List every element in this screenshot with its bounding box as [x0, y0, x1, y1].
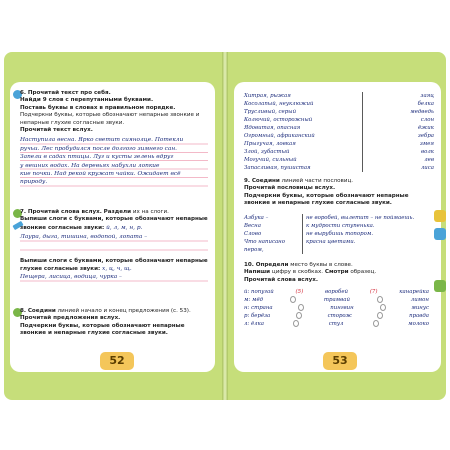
- task-bold: Смотри: [324, 269, 349, 276]
- book-spine: [222, 52, 228, 400]
- proverb-start: Весна: [244, 223, 261, 229]
- adjective: Хитрая, рыжая: [244, 93, 291, 99]
- word: пингвин: [330, 305, 354, 311]
- column-divider: [362, 92, 363, 172]
- proverb-starts: [244, 214, 300, 254]
- animal: лиса: [420, 165, 434, 171]
- answer-oval[interactable]: [290, 296, 296, 303]
- animal: ёжик: [417, 125, 434, 131]
- animal: змея: [419, 141, 434, 147]
- word: канарейка: [399, 289, 429, 295]
- word: лимон: [410, 297, 429, 303]
- adjectives-column: [244, 92, 359, 172]
- word: молоко: [408, 321, 429, 327]
- animals-column: [384, 92, 434, 172]
- task-text: линией начало и конец предложения (с. 53).: [57, 308, 191, 314]
- word: н: страна: [244, 305, 273, 311]
- hand-line: Наступила весна. Ярко светит сиянолце. Потекли: [20, 137, 184, 144]
- proverb-start: Слово: [244, 231, 262, 237]
- task-text: образец.: [350, 269, 377, 276]
- task-title: Соедини: [27, 308, 56, 314]
- table-row: [244, 312, 429, 320]
- answer: (5): [295, 289, 304, 295]
- proverb-divider: [302, 214, 303, 254]
- task-line: Прочитай предложения вслух.: [20, 315, 121, 322]
- task-line: Подчеркни буквы, которые обозначают непарные звонкие и непарные глухие согласные звуки.: [20, 112, 200, 126]
- adjective: Косолапый, неуклюжий: [244, 101, 314, 107]
- word: сторож: [327, 313, 352, 319]
- word: л: ёлка: [244, 321, 265, 327]
- answer: (7): [369, 289, 378, 295]
- animal: слон: [420, 117, 434, 123]
- proverb-start: пером,: [244, 247, 264, 253]
- animal: заяц: [420, 93, 434, 99]
- letter-position-table: [244, 288, 429, 328]
- answer-oval[interactable]: [296, 312, 302, 319]
- task-title: Прочитай текст про себя.: [27, 90, 111, 96]
- proverb-end: не вырубишь топором.: [306, 231, 374, 237]
- animal: лев: [424, 157, 434, 163]
- animal: волк: [420, 149, 434, 155]
- answer-oval[interactable]: [380, 304, 386, 311]
- task-text: цифру в скобках.: [271, 269, 324, 276]
- adjective: Могучий, сильный: [244, 157, 297, 163]
- task-10: [244, 262, 432, 284]
- adjective: Прыгучая, ловкая: [244, 141, 296, 147]
- task-6: [20, 90, 208, 187]
- task-9: [244, 178, 432, 208]
- animal: белка: [417, 101, 434, 107]
- task-line: Подчеркни буквы, которые обозначают непарные звонкие и непарные глухие согласные звуки.: [20, 322, 185, 337]
- adjective: Огромный, африканский: [244, 133, 315, 139]
- answer-oval[interactable]: [293, 320, 299, 327]
- task-number: 10.: [244, 262, 254, 268]
- adjective: Злой, зубастый: [244, 149, 290, 155]
- task-text: место буквы в слове.: [290, 262, 353, 268]
- word: правда: [409, 313, 429, 319]
- table-row: [244, 304, 429, 312]
- task-8: [20, 308, 208, 338]
- hand-line: природу.: [20, 179, 48, 186]
- handwritten-words: Лаура, дыга, тишина, водопой, лопата –: [20, 233, 208, 241]
- page-number-right: 53: [323, 352, 357, 370]
- word: м: мёд: [244, 297, 264, 303]
- task-title: Прочитай слова вслух.: [27, 209, 102, 215]
- letters: й, л, м, н, р.: [106, 224, 143, 231]
- answer-oval[interactable]: [373, 320, 379, 327]
- task-bold: Напиши: [244, 269, 271, 276]
- page-52: [10, 82, 215, 372]
- proverb-ends: [306, 214, 431, 246]
- task-title: Соедини: [251, 178, 280, 184]
- task-text: линией части пословиц.: [281, 178, 354, 184]
- word: воробей: [324, 289, 349, 295]
- book-icon: [434, 280, 446, 292]
- word: минус: [411, 305, 429, 311]
- answer-oval[interactable]: [377, 312, 383, 319]
- letters: х, ц, ч, щ.: [102, 266, 132, 273]
- table-row: [244, 288, 429, 296]
- animal: медведь: [410, 109, 434, 115]
- hand-line: кие почки. Над рекой кружат чайки. Ожидает всё: [20, 171, 181, 178]
- task-line: Прочитай пословицы вслух.: [244, 185, 336, 192]
- task-line: Прочитай слова вслух.: [244, 276, 319, 283]
- task-bold: Раздели: [103, 209, 132, 215]
- word: р: берёза: [244, 313, 271, 319]
- task-7: [20, 209, 208, 282]
- task-text: их на слоги.: [132, 209, 169, 215]
- adjective: Колючий, осторожный: [244, 117, 313, 123]
- proverb-end: красна цветами.: [306, 239, 356, 245]
- answer-oval[interactable]: [377, 296, 383, 303]
- adjective: Ядовитая, опасная: [244, 125, 301, 131]
- adjective: Запасливая, пушистая: [244, 165, 311, 171]
- star-icon: [434, 210, 446, 222]
- task-number: 6.: [20, 90, 27, 96]
- table-row: [244, 296, 429, 304]
- word: стул: [328, 321, 344, 327]
- answer-lines: [20, 242, 208, 258]
- task-number: 7.: [20, 209, 27, 215]
- handwritten-words: Пещера, лисица, водица, чурка –: [20, 273, 208, 281]
- animal: зебра: [417, 133, 434, 139]
- task-line: Подчеркни буквы, которые обозначают непарные звонкие и непарные глухие согласные звуки.: [244, 192, 409, 207]
- pencil-icon: [434, 228, 446, 240]
- answer-oval[interactable]: [298, 304, 304, 311]
- task-line: Найди 9 слов с перепутанными буквами.: [20, 97, 154, 104]
- proverb-end: к мудрости ступенька.: [306, 223, 375, 229]
- table-row: [244, 320, 429, 328]
- word: й: попугай: [244, 289, 274, 295]
- hand-line: Запели в садах птицы. Луг и кусты зелень вдруг: [20, 154, 174, 161]
- proverb-end: не воробей, вылетит – не поймаешь.: [306, 215, 415, 221]
- task-title: Определи: [255, 262, 289, 268]
- adjective: Трусливый, серый: [244, 109, 297, 115]
- task-line: Выпиши слоги с буквами, которые обозначают непарные звонкие согласные звуки:: [20, 216, 208, 231]
- handwritten-text: [20, 136, 208, 186]
- task-number: 9.: [244, 178, 251, 184]
- hand-line: ручьи. Лес пробудился после долгого зимнего сан.: [20, 145, 178, 152]
- word: трамвай: [323, 297, 350, 303]
- task-line: Поставь буквы в словах в правильном порядке.: [20, 104, 176, 111]
- task-number: 8.: [20, 308, 27, 314]
- hand-line: у вешних водах. На деревьях набухли лопкие: [20, 162, 160, 169]
- page-53: [234, 82, 441, 372]
- proverb-start: Что написано: [244, 239, 285, 245]
- task-line: Прочитай текст вслух.: [20, 127, 93, 134]
- proverb-start: Азбука –: [244, 215, 269, 221]
- page-number-left: 52: [100, 352, 134, 370]
- task-line: Выпиши слоги с буквами, которые обозначают непарные глухие согласные звуки:: [20, 257, 208, 273]
- textbook-spread: [0, 52, 450, 400]
